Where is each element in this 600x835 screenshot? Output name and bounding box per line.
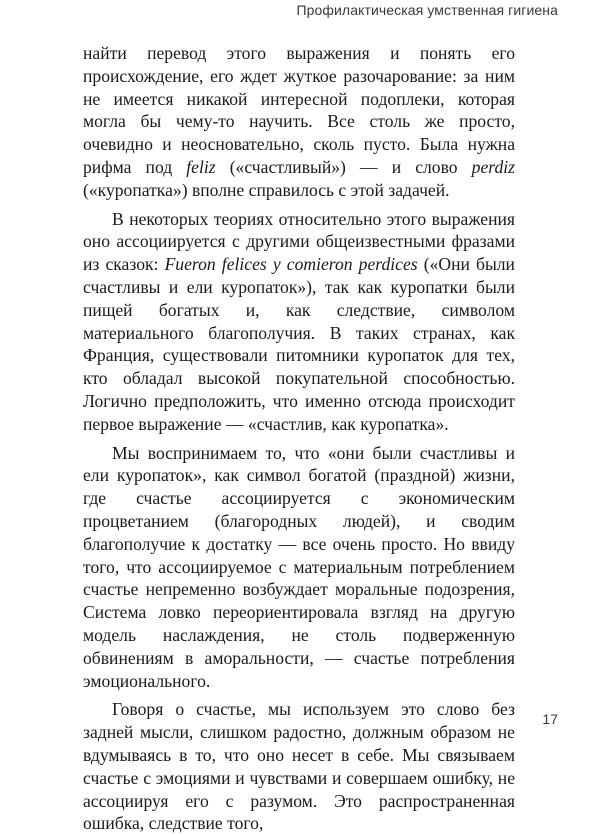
paragraph-1-end: («куропатка») вполне справилось с этой задачей. [83, 179, 450, 200]
term-perdiz: perdiz [471, 156, 515, 177]
page-number: 17 [542, 711, 558, 727]
paragraph-1 [83, 42, 515, 202]
paragraph-4: Говоря о счастье, мы используем это слово без задней мысли, слишком радостно, должным образом не вдумываясь в то, что оно несет в себе. Мы связываем счастье с эмоциями и чувствами и совершаем ошибку, не ассоциируя его с разумом. Это распространенная ошибка, следствие того, [83, 699, 515, 834]
running-title: Профилактическая умственная гигиена [296, 2, 558, 18]
paragraph-3: Мы воспринимаем то, что «они были счастливы и ели куропаток», как символ богатой (праздной) жизни, где счастье ассоциируется с экономическим процветанием (благородных людей), и сводим благополучие к достатку — все очень просто. Но ввиду того, что ассоциируемое с материальным потреблением счастье непременно возбуждает моральные подозрения, Система ловко переориентировала взгляд на другую модель наслаждения, не столь подверженную обвинениям в аморальности, — счастье потребления эмоционального. [83, 442, 515, 691]
paragraph-2 [83, 208, 515, 436]
spanish-phrase: Fueron felices y comieron perdices [164, 254, 418, 275]
paragraph-2-end: («Они были счастливы и ели куропаток»), так как куропатки были пищей богатых и, как следствие, символом материального благополучия. В таких странах, как Франция, существовали питомники куропаток для тех, кто обладал высокой покупательной способностью. Логично предположить, что именно отсюда происходит первое выражение — «счастлив, как куропатка». [83, 254, 515, 434]
paragraph-1-mid: («счастливый») — и слово [215, 156, 472, 177]
paragraph-2-start: В некоторых теориях относительно этого выражения оно ассоциируется с другими общеизвестными фразами из сказок: [83, 208, 515, 275]
term-feliz: feliz [186, 156, 216, 177]
body-text [83, 42, 515, 835]
paragraph-1-text: найти перевод этого выражения и понять его происхождение, его ждет жуткое разочарование: за ним не имеется никакой интересной подоплеки, которая могла бы чему-то научить. Все столь же просто, очевидно и неосновательно, сколь пусто. Была нужна рифма под [83, 43, 515, 177]
